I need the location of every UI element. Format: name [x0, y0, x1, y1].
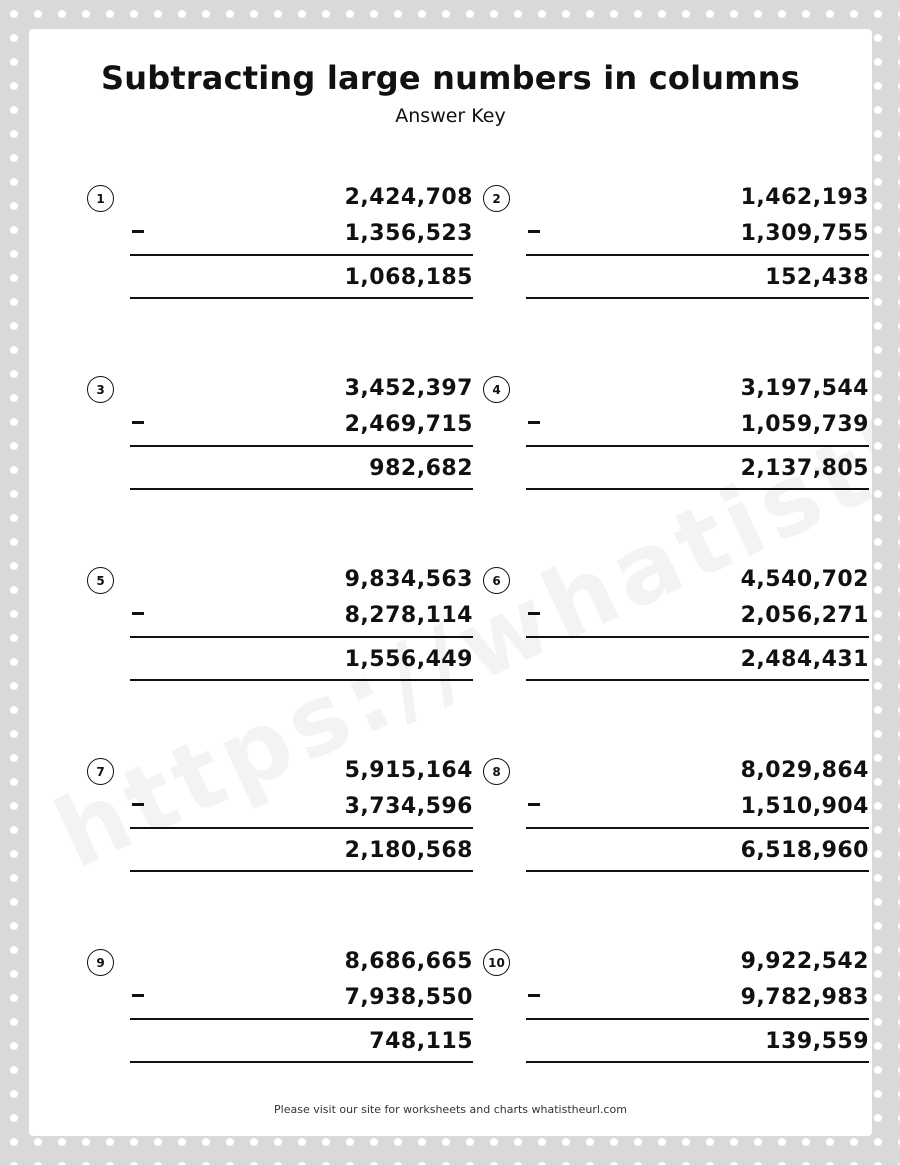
divider-line [526, 1018, 869, 1020]
minuend: 8,029,864 [740, 758, 869, 783]
problem-number-badge: 7 [87, 758, 114, 785]
minuend: 9,922,542 [740, 949, 869, 974]
divider-line [526, 445, 869, 447]
difference-answer: 982,682 [369, 456, 473, 481]
divider-line [526, 679, 869, 681]
problem-3 [73, 372, 473, 492]
worksheet-page [29, 29, 872, 1136]
minuend: 3,197,544 [740, 376, 869, 401]
divider-line [130, 1061, 473, 1063]
problem-2 [469, 181, 869, 301]
problem-number-badge: 4 [483, 376, 510, 403]
divider-line [130, 679, 473, 681]
problem-number-badge: 2 [483, 185, 510, 212]
difference-answer: 6,518,960 [740, 838, 869, 863]
divider-line [130, 827, 473, 829]
divider-line [130, 254, 473, 256]
divider-line [526, 254, 869, 256]
difference-answer: 2,137,805 [740, 456, 869, 481]
problem-5 [73, 563, 473, 683]
minus-sign [132, 612, 144, 615]
difference-answer: 1,556,449 [344, 647, 473, 672]
minus-sign [528, 994, 540, 997]
minus-sign [132, 803, 144, 806]
divider-line [526, 488, 869, 490]
problem-4 [469, 372, 869, 492]
minus-sign [132, 994, 144, 997]
difference-answer: 139,559 [765, 1029, 869, 1054]
difference-answer: 152,438 [765, 265, 869, 290]
divider-line [526, 870, 869, 872]
subtrahend: 2,056,271 [740, 603, 869, 628]
problem-7 [73, 754, 473, 874]
subtrahend: 7,938,550 [344, 985, 473, 1010]
difference-answer: 2,484,431 [740, 647, 869, 672]
subtrahend: 2,469,715 [344, 412, 473, 437]
problem-number-badge: 1 [87, 185, 114, 212]
problem-number-badge: 10 [483, 949, 510, 976]
minuend: 5,915,164 [344, 758, 473, 783]
problem-number-badge: 3 [87, 376, 114, 403]
problem-1 [73, 181, 473, 301]
minus-sign [528, 803, 540, 806]
problem-number-badge: 5 [87, 567, 114, 594]
divider-line [130, 297, 473, 299]
minuend: 4,540,702 [740, 567, 869, 592]
subtrahend: 9,782,983 [740, 985, 869, 1010]
problem-9 [73, 945, 473, 1065]
divider-line [526, 1061, 869, 1063]
divider-line [130, 488, 473, 490]
subtrahend: 1,510,904 [740, 794, 869, 819]
problem-10 [469, 945, 869, 1065]
problem-6 [469, 563, 869, 683]
minus-sign [528, 230, 540, 233]
divider-line [526, 827, 869, 829]
minus-sign [132, 421, 144, 424]
problem-number-badge: 8 [483, 758, 510, 785]
minuend: 3,452,397 [344, 376, 473, 401]
minus-sign [528, 421, 540, 424]
problem-number-badge: 6 [483, 567, 510, 594]
footer-note: Please visit our site for worksheets and charts whatistheurl.com [274, 1103, 627, 1116]
problem-number-badge: 9 [87, 949, 114, 976]
divider-line [130, 870, 473, 872]
difference-answer: 2,180,568 [344, 838, 473, 863]
page-subtitle: Answer Key [395, 105, 506, 127]
divider-line [130, 1018, 473, 1020]
subtrahend: 3,734,596 [344, 794, 473, 819]
minuend: 9,834,563 [344, 567, 473, 592]
minus-sign [528, 612, 540, 615]
problem-8 [469, 754, 869, 874]
minuend: 8,686,665 [344, 949, 473, 974]
divider-line [526, 636, 869, 638]
subtrahend: 1,309,755 [740, 221, 869, 246]
divider-line [130, 636, 473, 638]
subtrahend: 1,356,523 [344, 221, 473, 246]
minuend: 1,462,193 [740, 185, 869, 210]
page-title: Subtracting large numbers in columns [100, 59, 800, 97]
subtrahend: 8,278,114 [344, 603, 473, 628]
subtrahend: 1,059,739 [740, 412, 869, 437]
minuend: 2,424,708 [344, 185, 473, 210]
minus-sign [132, 230, 144, 233]
divider-line [130, 445, 473, 447]
difference-answer: 1,068,185 [344, 265, 473, 290]
divider-line [526, 297, 869, 299]
difference-answer: 748,115 [369, 1029, 473, 1054]
